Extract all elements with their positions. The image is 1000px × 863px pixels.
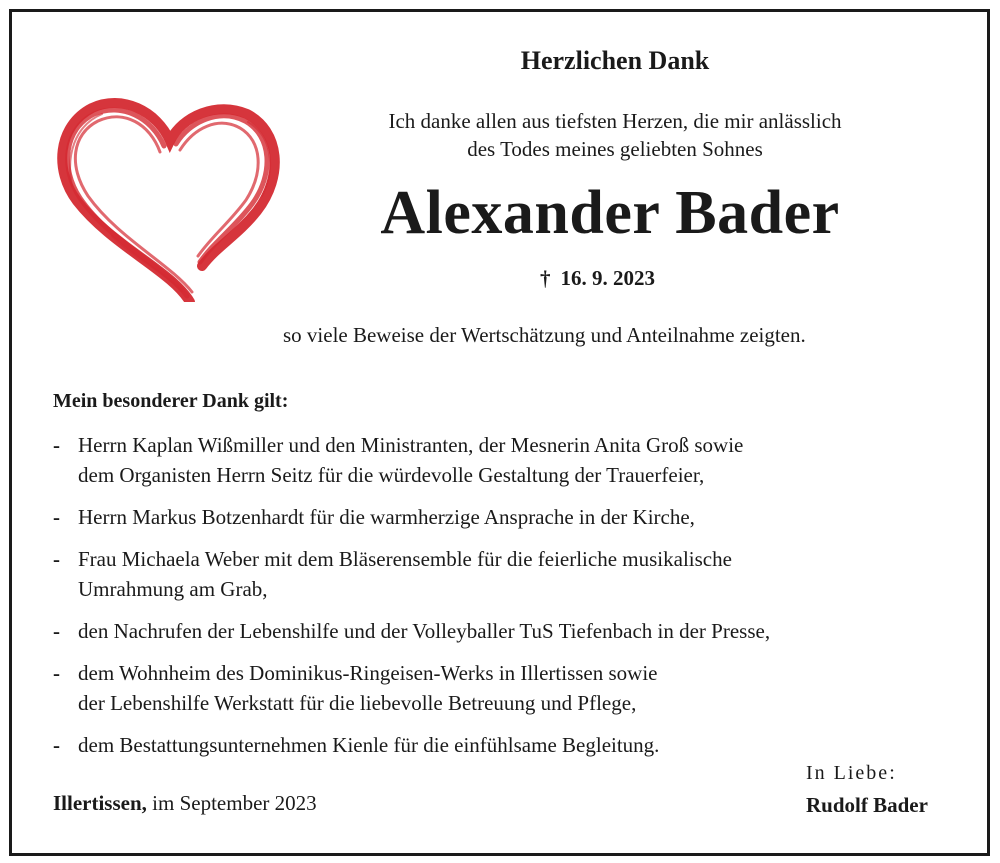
list-item: - den Nachrufen der Lebenshilfe und der Volleyballer TuS Tiefenbach in der Presse,: [53, 616, 963, 646]
intro-line: des Todes meines geliebten Sohnes: [467, 137, 763, 161]
brushstroke-heart-icon: [52, 96, 284, 302]
outro-text: so viele Beweise der Wertschätzung und Anteilnahme zeigten.: [283, 323, 806, 347]
death-date: [540, 266, 655, 291]
death-date-value: 16. 9. 2023: [560, 266, 655, 290]
death-cross: †: [540, 266, 551, 290]
list-item: - Herrn Kaplan Wißmiller und den Ministranten, der Mesnerin Anita Groß sowie dem Organisten Herrn Seitz für die würdevolle Gestaltung der Trauerfeier,: [53, 430, 963, 490]
list-bullet: -: [53, 661, 60, 685]
intro-text: [300, 107, 930, 163]
deceased-name: Alexander Bader: [380, 179, 840, 247]
list-item: - Frau Michaela Weber mit dem Bläserensemble für die feierliche musikalische Umrahmung am Grab,: [53, 544, 963, 604]
list-item: - Herrn Markus Botzenhardt für die warmherzige Ansprache in der Kirche,: [53, 502, 963, 532]
intro-line: Ich danke allen aus tiefsten Herzen, die mir anlässlich: [388, 109, 842, 133]
place-date: [53, 791, 317, 816]
list-bullet: -: [53, 505, 60, 529]
list-bullet: -: [53, 619, 60, 643]
list-item: - dem Bestattungsunternehmen Kienle für die einfühlsame Begleitung.: [53, 730, 963, 760]
thanks-heading: Mein besonderer Dank gilt:: [53, 390, 289, 412]
place: Illertissen,: [53, 791, 147, 815]
thanks-list: [53, 430, 963, 772]
signer-name: Rudolf Bader: [806, 793, 928, 817]
heading: Herzlichen Dank: [520, 46, 710, 75]
list-bullet: -: [53, 547, 60, 571]
list-bullet: -: [53, 733, 60, 757]
list-item: - dem Wohnheim des Dominikus-Ringeisen-Werks in Illertissen sowie der Lebenshilfe Werkstatt für die liebevolle Betreuung und Pflege,: [53, 658, 963, 718]
closing-text: In Liebe:: [806, 762, 897, 784]
list-bullet: -: [53, 433, 60, 457]
place-date-value: im September 2023: [152, 791, 317, 815]
